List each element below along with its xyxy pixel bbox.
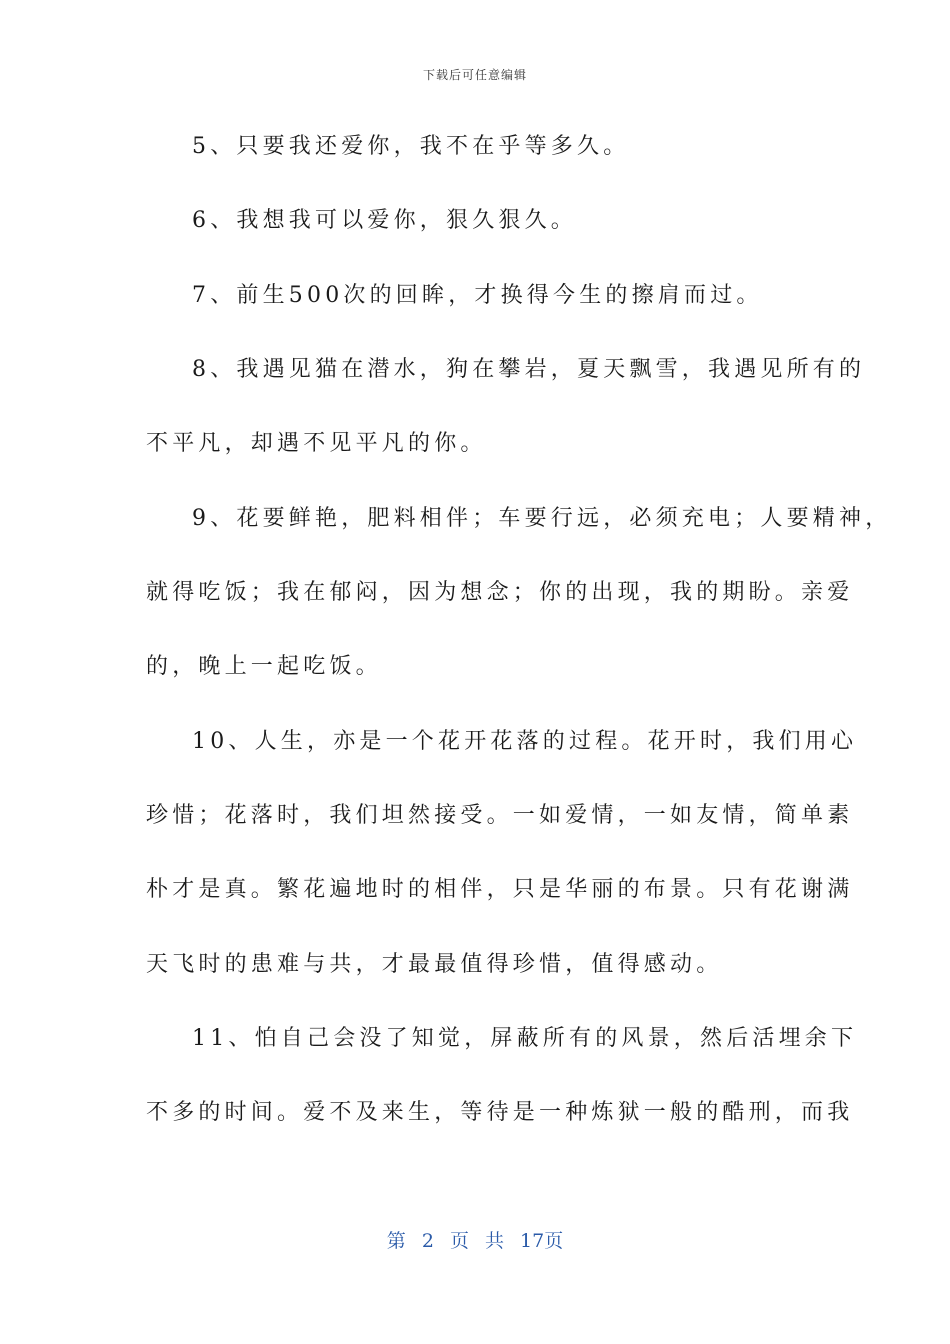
paragraph-line: 珍惜；花落时，我们坦然接受。一如爱情，一如友情，简单素 (146, 803, 854, 828)
paragraph-line: 的，晚上一起吃饭。 (146, 654, 382, 679)
paragraph-line: 不平凡，却遇不见平凡的你。 (146, 431, 487, 456)
paragraph-line: 朴才是真。繁花遍地时的相伴，只是华丽的布景。只有花谢满 (146, 877, 854, 902)
paragraph-line: 不多的时间。爱不及来生，等待是一种炼狱一般的酷刑，而我 (146, 1100, 854, 1125)
paragraph-line: 就得吃饭；我在郁闷，因为想念；你的出现，我的期盼。亲爱 (146, 580, 854, 605)
page-footer: 第 2 页 共 17页 (386, 1230, 564, 1252)
paragraph-line: 8、我遇见猫在潜水，狗在攀岩，夏天飘雪，我遇见所有的 (192, 357, 866, 382)
page-header: 下载后可任意编辑 (422, 68, 527, 82)
paragraph-line: 9、花要鲜艳，肥料相伴；车要行远，必须充电；人要精神， (192, 506, 892, 531)
paragraph-line: 7、前生500次的回眸，才换得今生的擦肩而过。 (192, 283, 763, 308)
paragraph-line: 10、人生，亦是一个花开花落的过程。花开时，我们用心 (192, 729, 858, 754)
paragraph-line: 6、我想我可以爱你，狠久狠久。 (192, 208, 577, 233)
paragraph-line: 天飞时的患难与共，才最最值得珍惜，值得感动。 (146, 952, 723, 977)
paragraph-line: 5、只要我还爱你，我不在乎等多久。 (192, 134, 630, 159)
paragraph-line: 11、怕自己会没了知觉，屏蔽所有的风景，然后活埋余下 (192, 1026, 858, 1051)
